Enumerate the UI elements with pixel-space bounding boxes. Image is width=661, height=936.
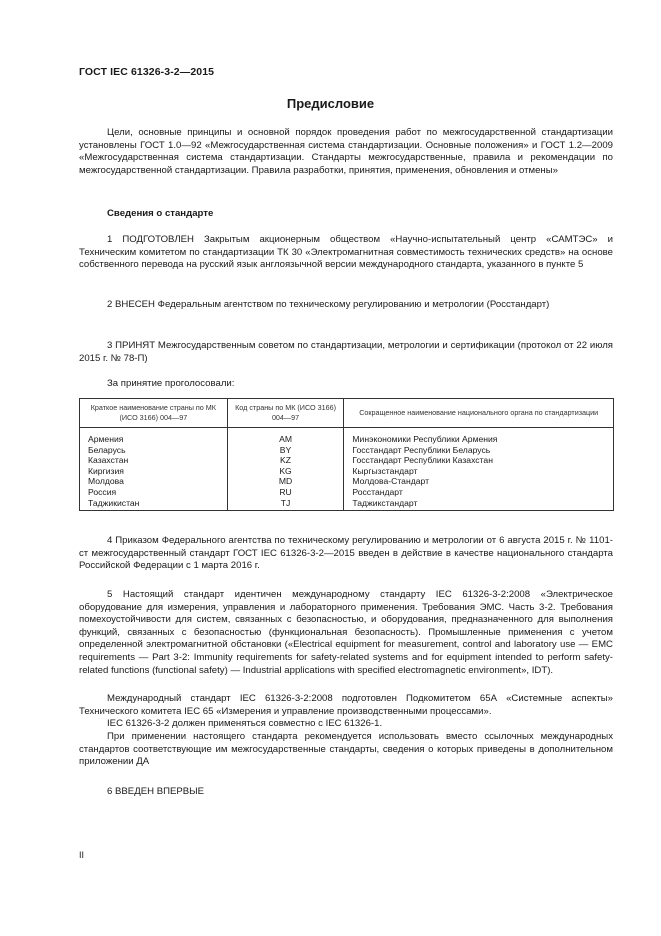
cell-code: AM: [227, 428, 344, 445]
table-row: [80, 466, 614, 477]
cell-code: TJ: [227, 498, 344, 511]
cell-body: Кыргызстандарт: [344, 466, 614, 477]
table-header-country: Краткое наименование страны по МК (ИСО 3166) 004—97: [80, 399, 228, 428]
cell-country: Беларусь: [80, 445, 228, 456]
table-header-row: [80, 399, 614, 428]
cell-body: Молдова-Стандарт: [344, 476, 614, 487]
item-2-paragraph: 2 ВНЕСЕН Федеральным агентством по техническому регулированию и метрологии (Росстандарт): [107, 299, 550, 310]
intro-paragraph: Цели, основные принципы и основной порядок проведения работ по межгосударственной стандартизации установлены ГОСТ 1.0—92 «Межгосударственная система стандартизации. Основные положения» и ГОСТ 1.2—2009 «Межгосударственная система стандартизации. Стандарты межгосударственные, правила и рекомендации по межгосударственной стандартизации. Правила разработки, принятия, применения, обновления и отмены»: [79, 127, 613, 176]
item-6-paragraph: 6 ВВЕДЕН ВПЕРВЫЕ: [107, 786, 205, 797]
cell-body: Росстандарт: [344, 487, 614, 498]
cell-code: KZ: [227, 455, 344, 466]
cell-body: Таджикстандарт: [344, 498, 614, 511]
table-row: [80, 476, 614, 487]
voted-label: За принятие проголосовали:: [107, 378, 235, 389]
table-row: [80, 487, 614, 498]
table-header-code: Код страны по МК (ИСО 3166) 004—97: [227, 399, 344, 428]
cell-country: Молдова: [80, 476, 228, 487]
item-5-subcommittee-paragraph: Международный стандарт IEC 61326-3-2:2008 подготовлен Подкомитетом 65А «Системные аспекты» Технического комитета IEC 65 «Измерения и управление производственными процессами».: [79, 693, 613, 717]
cell-country: Казахстан: [80, 455, 228, 466]
cell-code: KG: [227, 466, 344, 477]
table-row: [80, 498, 614, 511]
section-heading: Сведения о стандарте: [107, 208, 214, 219]
voting-table: [79, 398, 614, 511]
table-row: [80, 428, 614, 445]
item-5-paragraph: 5 Настоящий стандарт идентичен международному стандарту IEC 61326-3-2:2008 «Электрическое оборудование для измерения, управления и лабораторного применения. Требования ЭМС. Часть 3-2. Требования помехоустойчивости для систем, связанных с безопасностью, и оборудования, предназначенного для выполнения функций, связанных с безопасностью (функциональная безопасность). Промышленные применения с учетом определенной электромагнитной обстановки («Electrical equipment for measurement, control and laboratory use — EMC requirements — Part 3-2: Immunity requirements for safety-related systems and for equipment intended to perform safety-related functions (functional safety) — Industrial applications with specified electromagnetic environment», IDT).: [79, 589, 613, 676]
page-title: Предисловие: [286, 96, 375, 111]
cell-body: Госстандарт Республики Казахстан: [344, 455, 614, 466]
table-header-body: Сокращенное наименование национального органа по стандартизации: [344, 399, 614, 428]
document-id: ГОСТ IEC 61326-3-2—2015: [79, 66, 215, 78]
cell-code: MD: [227, 476, 344, 487]
table-row: [80, 445, 614, 456]
item-5-references-paragraph: При применении настоящего стандарта рекомендуется использовать вместо ссылочных международных стандартов соответствующие им межгосударственные стандарты, сведения о которых приведены в дополнительном приложении ДА: [79, 731, 613, 768]
cell-country: Армения: [80, 428, 228, 445]
cell-country: Россия: [80, 487, 228, 498]
table-row: [80, 455, 614, 466]
item-1-paragraph: 1 ПОДГОТОВЛЕН Закрытым акционерным обществом «Научно-испытательный центр «САМТЭС» и Техническим комитетом по стандартизации ТК 30 «Электромагнитная совместимость технических средств» на основе собственного перевода на русский язык англоязычной версии международного стандарта, указанного в пункте 5: [79, 234, 613, 271]
item-3-paragraph: 3 ПРИНЯТ Межгосударственным советом по стандартизации, метрологии и сертификации (протокол от 22 июля 2015 г. № 78-П): [79, 340, 613, 364]
cell-country: Таджикистан: [80, 498, 228, 511]
page-number: II: [79, 850, 85, 860]
item-4-paragraph: 4 Приказом Федерального агентства по техническому регулированию и метрологии от 6 августа 2015 г. № 1101-ст межгосударственный стандарт ГОСТ IEC 61326-3-2—2015 введен в действие в качестве национального стандарта Российской Федерации с 1 марта 2016 г.: [79, 535, 613, 572]
cell-country: Киргизия: [80, 466, 228, 477]
cell-code: RU: [227, 487, 344, 498]
cell-code: BY: [227, 445, 344, 456]
item-5-joint-use-paragraph: IEC 61326-3-2 должен применяться совместно с IEC 61326-1.: [107, 718, 383, 729]
cell-body: Минэкономики Республики Армения: [344, 428, 614, 445]
cell-body: Госстандарт Республики Беларусь: [344, 445, 614, 456]
